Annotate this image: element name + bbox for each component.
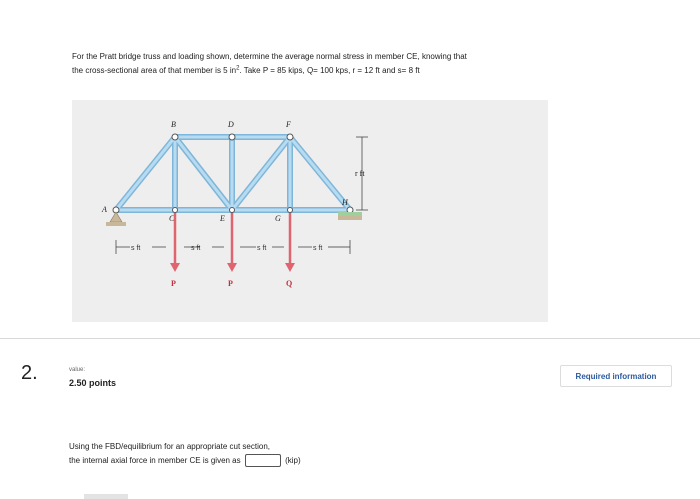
joint-label-g: G	[275, 214, 281, 223]
value-label: value:	[69, 367, 86, 373]
joint-label-f: F	[286, 120, 291, 129]
height-label: r ft	[355, 169, 365, 178]
sub-prompt-line-1: Using the FBD/equilibrium for an appropriate cut section,	[69, 442, 270, 451]
joint-label-e: E	[220, 214, 225, 223]
points-value: 2.50 points	[69, 378, 117, 388]
axial-force-answer-input[interactable]	[245, 454, 281, 467]
load-label-p2: P	[228, 279, 233, 288]
roller-support-h	[338, 212, 362, 220]
joint-label-h: H	[342, 198, 348, 207]
prompt-line-2-text: the cross-sectional area of that member is 5 in	[72, 66, 237, 75]
truss-members-highlight	[116, 137, 350, 210]
bottom-edge-bar	[84, 494, 128, 499]
unit-label: (kip)	[285, 456, 301, 465]
question-number: 2.	[21, 362, 38, 384]
joint-label-d: D	[228, 120, 234, 129]
section-divider	[0, 338, 700, 339]
prompt-line-2-values: . Take P = 85 kips, Q= 100 kps, r = 12 ft and s= 8 ft	[239, 66, 420, 75]
joint-label-a: A	[102, 205, 107, 214]
span-label-3: s ft	[257, 245, 267, 252]
span-label-2: s ft	[191, 245, 201, 252]
load-label-p1: P	[171, 279, 176, 288]
joint-label-c: C	[169, 214, 175, 223]
span-label-4: s ft	[313, 245, 323, 252]
pin-support-a	[106, 212, 126, 226]
area-exponent: 2	[236, 65, 240, 72]
prompt-line-1: For the Pratt bridge truss and loading shown, determine the average normal stress in member CE, knowing that	[72, 52, 467, 61]
problem-statement	[72, 50, 572, 78]
truss-figure	[72, 100, 548, 322]
load-arrow-e	[227, 213, 237, 272]
sub-prompt-line-2-text: the internal axial force in member CE is given as	[69, 456, 241, 465]
load-label-q: Q	[286, 279, 293, 288]
load-arrow-g	[285, 213, 295, 272]
required-information-button[interactable]: Required information	[560, 365, 672, 387]
sub-question	[69, 440, 429, 468]
pratt-truss-diagram	[72, 100, 548, 322]
joint-label-b: B	[171, 120, 176, 129]
span-label-1: s ft	[131, 245, 141, 252]
prompt-line-2	[72, 66, 420, 75]
